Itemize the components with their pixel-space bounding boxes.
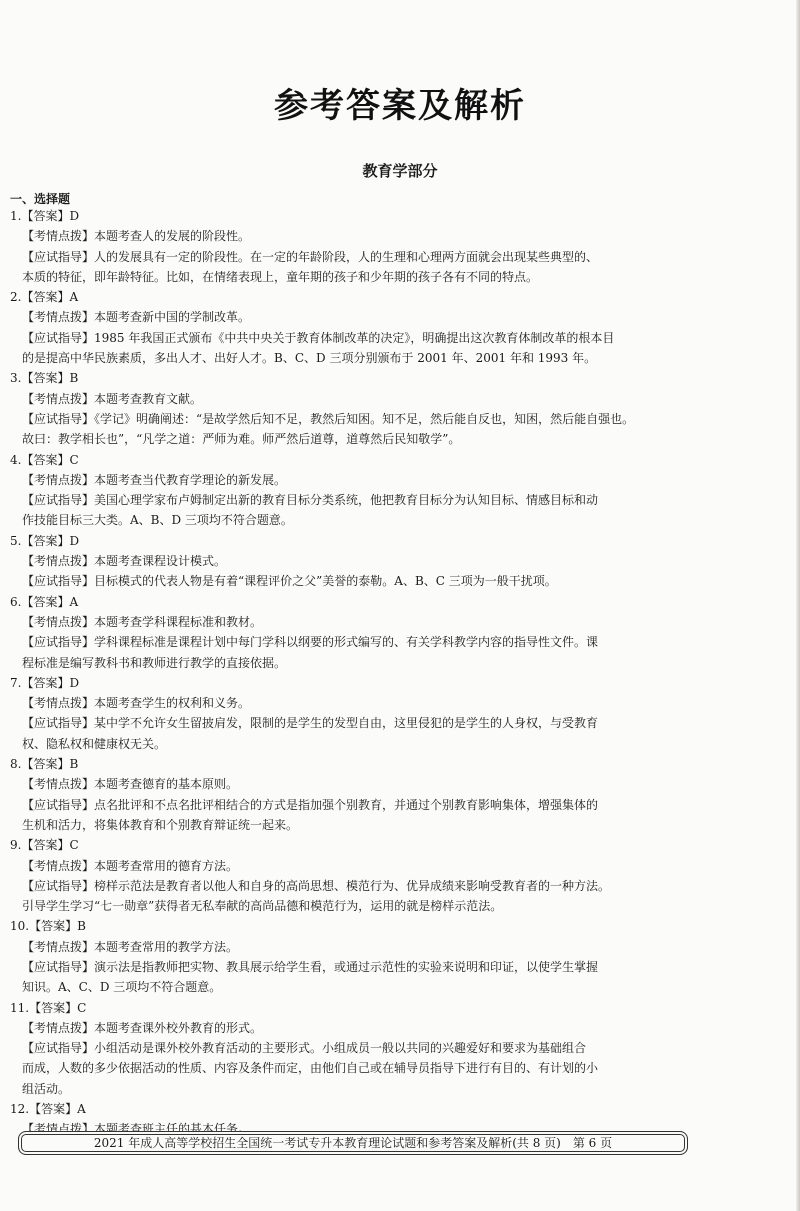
question-number: 2. [10,290,22,305]
answer-line [10,754,735,774]
question-item [10,368,735,449]
guide-text: 榜样示范法是教育者以他人和自身的高尚思想、模范行为、优异成绩来影响受教育者的一种方法。 [94,878,611,893]
answer-line [10,998,735,1018]
guide-continuation: 程标准是编写教科书和教师进行教学的直接依据。 [22,655,287,670]
question-item [10,916,735,997]
question-number: 6. [10,594,22,609]
guide-label: 【应试指导】 [22,493,95,508]
guide-label: 【应试指导】 [22,249,95,264]
answer-label: 【答案】 [21,371,70,386]
point-label: 【考情点拨】 [22,777,95,792]
point-text: 本题考查教育文献。 [94,391,203,406]
guide-label: 【应试指导】 [22,330,95,345]
point-label: 【考情点拨】 [22,614,95,629]
answer-value: B [69,371,79,386]
guide-text: 目标模式的代表人物是有着“课程评价之父”美誉的泰勒。A、B、C 三项为一般干扰项。 [94,574,557,589]
answer-line [10,673,735,693]
guide-label: 【应试指导】 [22,959,95,974]
question-item [10,673,735,754]
point-line [22,856,735,876]
answer-line [10,1099,735,1119]
point-label: 【考情点拨】 [22,310,95,325]
guide-line [22,957,735,977]
guide-label: 【应试指导】 [22,574,95,589]
question-number: 8. [10,757,22,772]
guide-continuation: 本质的特征，即年龄特征。比如，在情绪表现上，童年期的孩子和少年期的孩子各有不同的特点。 [22,269,539,284]
guide-text: 演示法是指教师把实物、教具展示给学生看，或通过示范性的实验来说明和印证，以使学生掌握 [94,959,599,974]
guide-line [22,328,735,348]
question-number: 10. [10,919,30,934]
answer-value: C [77,1000,87,1015]
point-line [22,937,735,957]
guide-line [22,571,735,591]
question-item [10,206,735,287]
answer-value: A [69,290,79,305]
section-heading: 一、选择题 [10,192,71,206]
question-number: 12. [10,1102,30,1117]
point-label: 【考情点拨】 [22,939,95,954]
guide-line [22,795,735,815]
guide-label: 【应试指导】 [22,878,95,893]
guide-line [22,1038,735,1058]
point-line [22,693,735,713]
point-text: 本题考查常用的教学方法。 [94,939,239,954]
answer-line [10,450,735,470]
question-item [10,998,735,1099]
point-line [22,774,735,794]
question-item [10,754,735,835]
guide-line [22,876,735,896]
point-line [22,470,735,490]
question-item [10,450,735,531]
guide-label: 【应试指导】 [22,635,95,650]
point-line [22,1018,735,1038]
guide-continuation: 知识。A、C、D 三项均不符合题意。 [22,980,222,995]
answer-list [10,206,735,1140]
point-line [22,226,735,246]
point-line [22,389,735,409]
page-edge-shadow [796,0,800,1211]
question-number: 1. [10,209,22,223]
question-item [10,531,735,592]
guide-continuation: 的是提高中华民族素质，多出人才、出好人才。B、C、D 三项分别颁布于 2001 年、2001 年和 1993 年。 [22,351,597,366]
point-text: 本题考查课外校外教育的形式。 [94,1020,263,1035]
answer-value: C [69,452,79,467]
point-text: 本题考查新中国的学制改革。 [94,310,251,325]
guide-line [22,409,735,429]
answer-value: A [69,594,79,609]
guide-label: 【应试指导】 [22,1041,95,1056]
answer-value: B [69,757,79,772]
question-number: 11. [10,1000,30,1015]
point-label: 【考情点拨】 [22,1020,95,1035]
answer-line [10,592,735,612]
guide-continuation: 作技能目标三大类。A、B、D 三项均不符合题意。 [22,513,293,528]
point-label: 【考情点拨】 [22,391,95,406]
guide-continuation: 权、隐私权和健康权无关。 [22,736,167,751]
answer-line [10,835,735,855]
question-item [10,592,735,673]
guide-label: 【应试指导】 [22,797,95,812]
answer-line [10,531,735,551]
answer-label: 【答案】 [29,1102,78,1117]
question-item [10,835,735,916]
answer-value: D [69,209,80,223]
point-text: 本题考查班主任的基本任务。 [94,1122,251,1137]
guide-text: 美国心理学家布卢姆制定出新的教育目标分类系统，他把教育目标分为认知目标、情感目标和动 [94,493,599,508]
guide-text: 小组活动是课外校外教育活动的主要形式。小组成员一般以共同的兴趣爱好和要求为基础组合 [94,1041,587,1056]
point-text: 本题考查课程设计模式。 [94,554,227,569]
answer-value: C [69,838,79,853]
answer-label: 【答案】 [21,838,70,853]
point-text: 本题考查当代教育学理论的新发展。 [94,472,287,487]
guide-continuation: 组活动。 [22,1081,71,1096]
answer-line [10,916,735,936]
guide-line [22,247,735,267]
section-subtitle: 教育学部分 [362,162,438,180]
point-text: 本题考查常用的德育方法。 [94,858,239,873]
page-footer: 2021 年成人高等学校招生全国统一考试专升本教育理论试题和参考答案及解析(共 8 页) 第 6 页 [18,1131,688,1155]
point-label: 【考情点拨】 [22,229,95,244]
point-line [22,612,735,632]
question-number: 9. [10,838,22,853]
answer-label: 【答案】 [21,757,70,772]
question-number: 5. [10,533,22,548]
answer-label: 【答案】 [29,919,78,934]
point-line [22,307,735,327]
point-label: 【考情点拨】 [22,1122,95,1137]
point-text: 本题考查学生的权利和义务。 [94,696,251,711]
guide-text: 学科课程标准是课程计划中每门学科以纲要的形式编写的、有关学科教学内容的指导性文件。课 [94,635,599,650]
point-label: 【考情点拨】 [22,554,95,569]
question-item [10,287,735,368]
answer-line [10,287,735,307]
answer-value: A [77,1102,86,1117]
point-label: 【考情点拨】 [22,858,95,873]
guide-continuation: 生机和活力，将集体教育和个别教育辩证统一起来。 [22,817,299,832]
guide-line [22,713,735,733]
answer-label: 【答案】 [21,290,70,305]
guide-text: 点名批评和不点名批评相结合的方式是指加强个别教育，并通过个别教育影响集体，增强集体的 [94,797,599,812]
answer-label: 【答案】 [29,1000,78,1015]
guide-line [22,490,735,510]
guide-text: 人的发展具有一定的阶段性。在一定的年龄阶段，人的生理和心理两方面就会出现某些典型的、 [94,249,599,264]
question-number: 3. [10,371,22,386]
guide-continuation: 而成，人数的多少依据活动的性质、内容及条件而定，由他们自己或在辅导员指导下进行有目的、有计划的小 [22,1061,599,1076]
guide-line [22,632,735,652]
question-number: 4. [10,452,22,467]
point-text: 本题考查德育的基本原则。 [94,777,239,792]
guide-label: 【应试指导】 [22,716,95,731]
guide-text: 《学记》明确阐述：“是故学然后知不足，教然后知困。知不足，然后能自反也，知困，然后能自强也。 [94,411,635,426]
answer-value: D [69,675,80,690]
answer-value: B [77,919,86,934]
page-title: 参考答案及解析 [274,86,526,126]
guide-text: 1985 年我国正式颁布《中共中央关于教育体制改革的决定》，明确提出这次教育体制改革的根本目 [94,330,615,345]
guide-text: 某中学不允许女生留披肩发，限制的是学生的发型自由，这里侵犯的是学生的人身权，与受教育 [94,716,599,731]
point-text: 本题考查学科课程标准和教材。 [94,614,263,629]
guide-continuation: 引导学生学习“七一勋章”获得者无私奉献的高尚品德和模范行为，运用的就是榜样示范法。 [22,899,503,914]
guide-continuation: 故曰：教学相长也”，“凡学之道：严师为难。师严然后道尊，道尊然后民知敬学”。 [22,432,461,447]
answer-value: D [69,533,80,548]
point-label: 【考情点拨】 [22,472,95,487]
point-text: 本题考查人的发展的阶段性。 [94,229,251,244]
answer-line [10,368,735,388]
answer-line [10,206,735,226]
answer-label: 【答案】 [21,452,70,467]
answer-label: 【答案】 [21,209,70,223]
answer-label: 【答案】 [21,594,70,609]
point-label: 【考情点拨】 [22,696,95,711]
guide-label: 【应试指导】 [22,411,95,426]
point-line [22,551,735,571]
answer-label: 【答案】 [21,533,70,548]
answer-label: 【答案】 [21,675,70,690]
question-number: 7. [10,675,22,690]
